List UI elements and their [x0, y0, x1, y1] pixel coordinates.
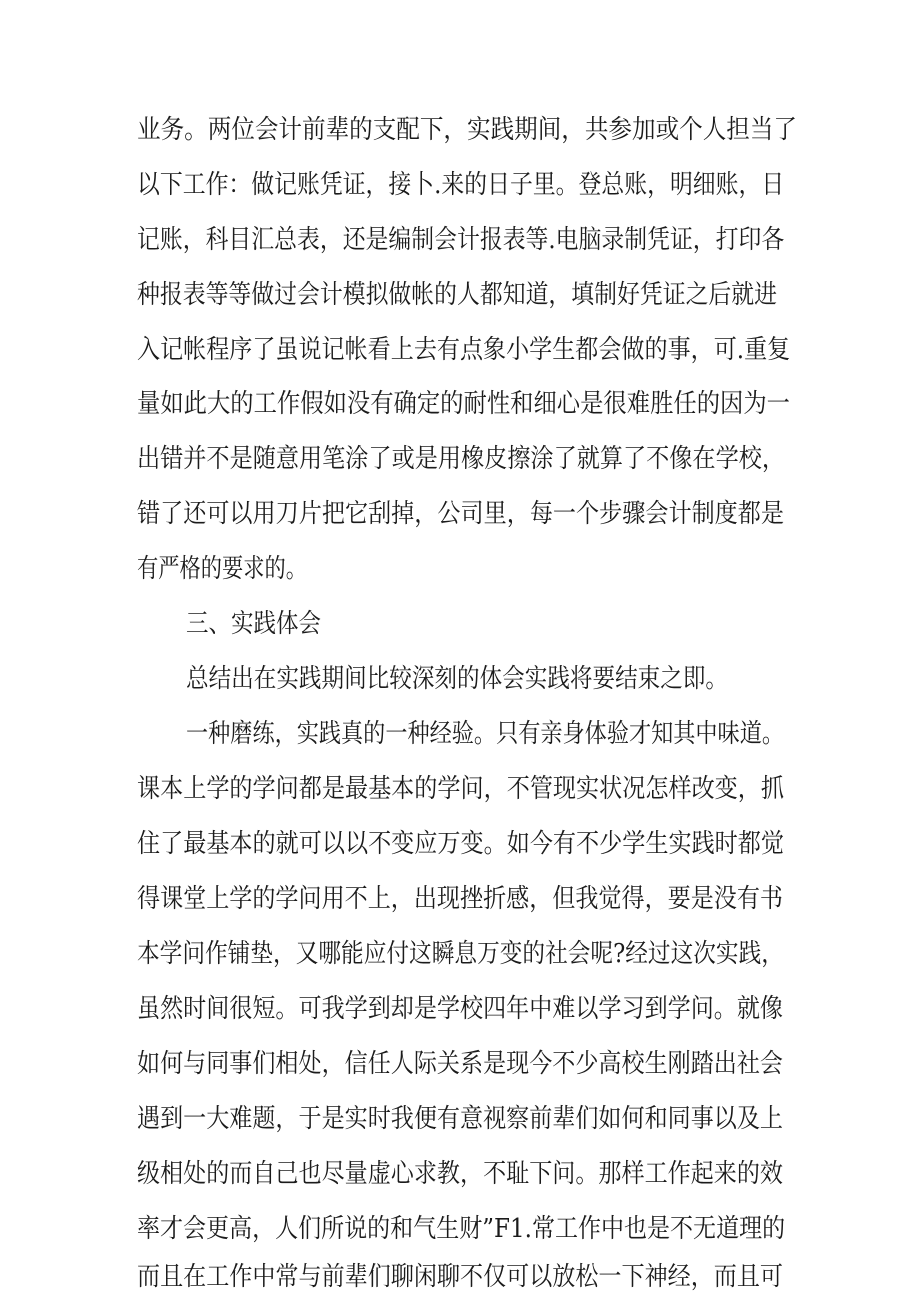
text-line: 有严格的要求的。 [137, 554, 308, 584]
text-line: 住了最基本的就可以以不变应万变。如今有不少学生实践时都觉 [137, 829, 785, 859]
text-line: 本学问作铺垫，又哪能应付这瞬息万变的社会呢?经过这次实践， [137, 939, 784, 969]
text-line: 率才会更高，人们所说的和气生财”F1.常工作中也是不无道理的 [137, 1214, 786, 1244]
text-line: 以下工作：做记账凭证，接卜.来的日子里。登总账，明细账，日 [137, 170, 785, 200]
text-line: 入记帐程序了虽说记帐看上去有点象小学生都会做的事，可.重复 [137, 335, 791, 365]
text-line: 遇到一大难题，于是实时我便有意视察前辈们如何和同事以及上 [137, 1104, 784, 1134]
text-line: 虽然时间很短。可我学到却是学校四年中难以学习到学问。就像 [137, 994, 784, 1024]
text-line: 量如此大的工作假如没有确定的耐性和细心是很难胜任的因为一 [137, 389, 791, 419]
text-line: 课本上学的学问都是最基本的学问，不管现实状况怎样改变，抓 [137, 774, 785, 804]
text-line: 出错并不是随意用笔涂了或是用橡皮擦涂了就算了不像在学校， [137, 444, 786, 474]
text-line: 总结出在实践期间比较深刻的体会实践将要结束之即。 [186, 664, 729, 694]
text-line: 如何与同事们相处，信任人际关系是现今不少高校生刚踏出社会 [137, 1049, 784, 1079]
text-line: 而且在工作中常与前辈们聊闲聊不仅可以放松一下神经，而且可 [137, 1262, 784, 1292]
text-line: 得课堂上学的学问用不上，出现挫折感，但我觉得，要是没有书 [137, 884, 784, 914]
text-line: 一种磨练，实践真的一种经验。只有亲身体验才知其中味道。 [186, 719, 785, 749]
text-line: 种报表等等做过会计模拟做帐的人都知道，填制好凭证之后就进 [137, 280, 778, 310]
section-heading: 三、实践体会 [186, 609, 322, 639]
text-line: 记账，科目汇总表，还是编制会计报表等.电脑录制凭证，打印各 [137, 225, 785, 255]
text-line: 业务。两位会计前辈的支配下，实践期间，共参加或个人担当了 [137, 115, 798, 145]
text-line: 错了还可以用刀片把它刮掉，公司里，每一个步骤会计制度都是 [137, 499, 785, 529]
text-line: 级相处的而自己也尽量虚心求教，不耻下问。那样工作起来的效 [137, 1159, 784, 1189]
